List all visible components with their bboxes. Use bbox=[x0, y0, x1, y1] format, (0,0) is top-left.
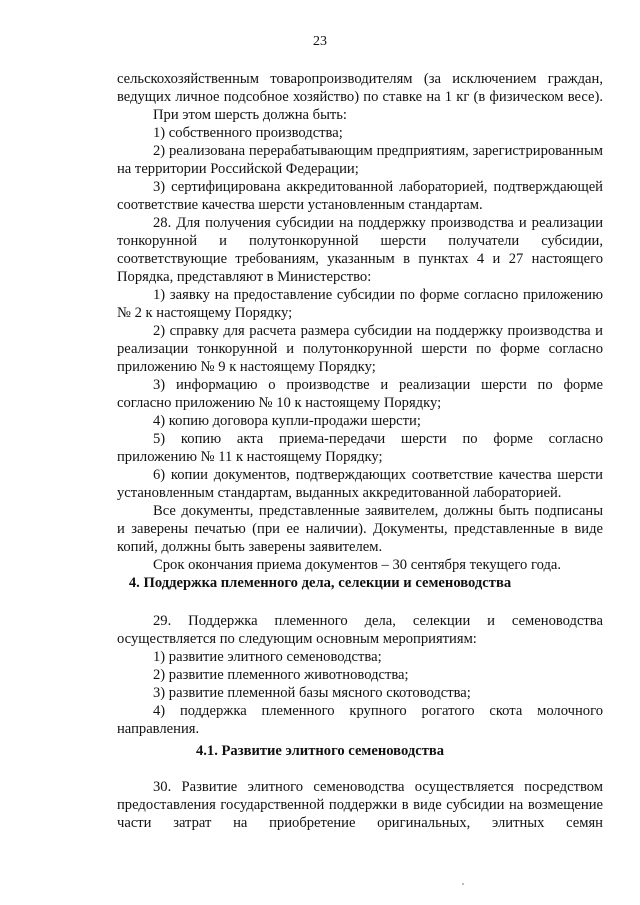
text-line: № 2 к настоящему Порядку; bbox=[117, 305, 293, 321]
text-line: осуществляется по следующим основным мероприятиям: bbox=[117, 631, 477, 647]
text-line: 6) копии документов, подтверждающих соответствие качества шерсти bbox=[153, 467, 603, 483]
text-line: 2) развитие племенного животноводства; bbox=[153, 667, 409, 683]
text-line: 4) поддержка племенного крупного рогатого скота молочного bbox=[153, 703, 603, 719]
text-line: Все документы, представленные заявителем, должны быть подписаны bbox=[153, 503, 603, 519]
text-line: предоставления государственной поддержки в виде субсидии на возмещение bbox=[117, 797, 603, 813]
scan-speck bbox=[462, 883, 464, 885]
text-line: на территории Российской Федерации; bbox=[117, 161, 359, 177]
text-line: тонкорунной и полутонкорунной шерсти получатели субсидии, bbox=[117, 233, 603, 249]
text-line: 3) сертифицирована аккредитованной лабораторией, подтверждающей bbox=[153, 179, 603, 195]
text-line: 29. Поддержка племенного дела, селекции и семеноводства bbox=[153, 613, 603, 629]
text-line: сельскохозяйственным товаропроизводителям (за исключением граждан, bbox=[117, 71, 603, 87]
text-line: 1) собственного производства; bbox=[153, 125, 343, 141]
text-line: направления. bbox=[117, 721, 200, 737]
text-line: реализации тонкорунной и полутонкорунной шерсти по форме согласно bbox=[117, 341, 603, 357]
text-line: 4) копию договора купли-продажи шерсти; bbox=[153, 413, 421, 429]
text-line: Порядка, представляют в Министерство: bbox=[117, 269, 372, 285]
page-number: 23 bbox=[313, 34, 327, 49]
text-line: копий, должны быть заверены заявителем. bbox=[117, 539, 383, 555]
text-line: соответствующие требованиям, указанным в пунктах 4 и 27 настоящего bbox=[117, 251, 603, 267]
text-line: приложению № 11 к настоящему Порядку; bbox=[117, 449, 383, 465]
text-line: установленным стандартам, выданных аккредитованной лабораторией. bbox=[117, 485, 562, 501]
text-line: 3) развитие племенной базы мясного скотоводства; bbox=[153, 685, 471, 701]
section-heading: 4. Поддержка племенного дела, селекции и семеноводства bbox=[128, 575, 512, 591]
text-line: части затрат на приобретение оригинальных, элитных семян bbox=[117, 815, 603, 831]
text-line: 1) заявку на предоставление субсидии по форме согласно приложению bbox=[153, 287, 603, 303]
text-line: Срок окончания приема документов – 30 сентября текущего года. bbox=[153, 557, 562, 573]
section-heading: 4.1. Развитие элитного семеноводства bbox=[195, 743, 445, 759]
text-line: 1) развитие элитного семеноводства; bbox=[153, 649, 382, 665]
text-line: 2) справку для расчета размера субсидии на поддержку производства и bbox=[153, 323, 603, 339]
text-line: соответствие качества шерсти установленным стандартам. bbox=[117, 197, 483, 213]
text-line: 3) информацию о производстве и реализации шерсти по форме bbox=[153, 377, 603, 393]
text-line: и заверены печатью (при ее наличии). Документы, представленные в виде bbox=[117, 521, 603, 537]
text-line: 5) копию акта приема-передачи шерсти по форме согласно bbox=[153, 431, 603, 447]
text-line: При этом шерсть должна быть: bbox=[153, 107, 347, 123]
text-line: приложению № 9 к настоящему Порядку; bbox=[117, 359, 376, 375]
text-line: 30. Развитие элитного семеноводства осуществляется посредством bbox=[153, 779, 603, 795]
text-line: 28. Для получения субсидии на поддержку производства и реализации bbox=[153, 215, 603, 231]
text-line: согласно приложению № 10 к настоящему Порядку; bbox=[117, 395, 442, 411]
text-line: 2) реализована перерабатывающим предприятиям, зарегистрированным bbox=[153, 143, 603, 159]
text-line: ведущих личное подсобное хозяйство) по ставке на 1 кг (в физическом весе). bbox=[117, 89, 603, 105]
